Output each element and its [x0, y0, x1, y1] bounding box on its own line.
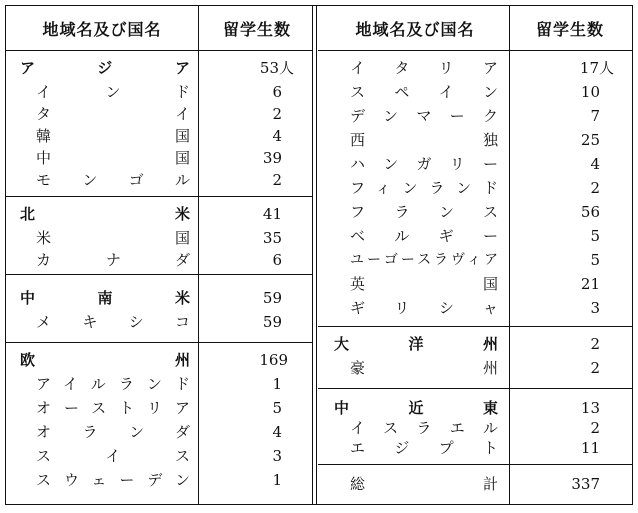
- region-count: 2: [590, 335, 600, 353]
- country-label: スイス: [36, 447, 190, 465]
- country-label: インド: [36, 83, 190, 101]
- group-rule: [318, 326, 632, 327]
- country-count: 7: [590, 107, 600, 125]
- country-label: ユーゴースラヴィア: [350, 252, 498, 268]
- country-count: 1: [272, 375, 282, 393]
- country-count: 21: [580, 275, 600, 293]
- region-count: 169: [259, 351, 288, 369]
- region-label: アジア: [20, 59, 190, 77]
- country-label: ギリシャ: [350, 299, 498, 317]
- country-label: モンゴル: [36, 171, 190, 189]
- country-label: オーストリア: [36, 399, 190, 417]
- country-count: 2: [272, 105, 282, 123]
- header-left-region: 地域名及び国名: [42, 20, 162, 39]
- region-count: 13: [580, 399, 600, 417]
- country-label: ハンガリー: [350, 155, 498, 173]
- country-count: 3: [272, 447, 282, 465]
- country-count: 5: [590, 251, 600, 269]
- country-count: 39: [262, 149, 282, 167]
- group-rule: [318, 388, 632, 389]
- country-label: スペイン: [350, 83, 498, 101]
- country-label: タイ: [36, 105, 190, 123]
- header-rule-left: [6, 50, 312, 51]
- header-right-count: 留学生数: [535, 20, 604, 39]
- country-count: 5: [590, 227, 600, 245]
- group-rule: [6, 274, 312, 275]
- country-count: 6: [272, 251, 282, 269]
- group-rule: [6, 196, 312, 197]
- region-label: 中近東: [334, 399, 498, 417]
- column-rule-right: [509, 6, 510, 504]
- country-count: 25: [580, 131, 600, 149]
- country-count: 3: [590, 299, 600, 317]
- country-label: カナダ: [36, 251, 190, 269]
- country-label: 韓国: [36, 127, 190, 145]
- header-left-count: 留学生数: [222, 20, 291, 39]
- country-count: 2: [590, 179, 600, 197]
- country-label: 西独: [350, 131, 498, 149]
- region-count: 59: [262, 289, 282, 307]
- header-rule-right: [318, 50, 632, 51]
- country-label: メキシコ: [36, 313, 190, 331]
- header-right-region: 地域名及び国名: [355, 20, 475, 39]
- group-rule: [318, 464, 632, 465]
- country-count: 2: [272, 171, 282, 189]
- region-label: 大洋州: [334, 335, 498, 353]
- country-label: ベルギー: [350, 227, 498, 245]
- region-label: 中南米: [20, 289, 190, 307]
- country-count: 17人: [579, 59, 614, 77]
- group-rule: [6, 342, 312, 343]
- country-count: 1: [272, 471, 282, 489]
- country-label: アイルランド: [36, 375, 190, 393]
- country-count: 11: [580, 439, 600, 457]
- country-label: エジプト: [350, 439, 498, 457]
- country-label: 豪州: [350, 359, 498, 377]
- country-count: 10: [580, 83, 600, 101]
- region-label: 欧州: [20, 351, 190, 369]
- country-count: 59: [262, 313, 282, 331]
- country-count: 6: [272, 83, 282, 101]
- country-label: スウェーデン: [36, 471, 190, 489]
- region-label: 北米: [20, 205, 190, 223]
- country-count: 2: [590, 359, 600, 377]
- country-count: 2: [590, 419, 600, 437]
- country-count: 4: [272, 127, 282, 145]
- country-label: イタリア: [350, 59, 498, 77]
- country-label: フィンランド: [350, 179, 498, 197]
- country-count: 56: [580, 203, 600, 221]
- country-count: 4: [590, 155, 600, 173]
- country-label: フランス: [350, 203, 498, 221]
- country-count: 4: [272, 423, 282, 441]
- study-abroad-table: [5, 5, 633, 505]
- region-count: 41: [262, 205, 282, 223]
- country-count: 5: [272, 399, 282, 417]
- region-count: 53人: [259, 59, 294, 77]
- total-count: 337: [571, 475, 600, 493]
- column-rule-left: [198, 6, 199, 504]
- country-count: 35: [262, 229, 282, 247]
- country-label: イスラエル: [350, 419, 498, 437]
- country-label: オランダ: [36, 423, 190, 441]
- column-divider-double: [312, 6, 317, 504]
- country-label: 米国: [36, 229, 190, 247]
- country-label: 英国: [350, 275, 498, 293]
- total-label: 総計: [350, 475, 498, 493]
- country-label: デンマーク: [350, 107, 498, 125]
- country-label: 中国: [36, 149, 190, 167]
